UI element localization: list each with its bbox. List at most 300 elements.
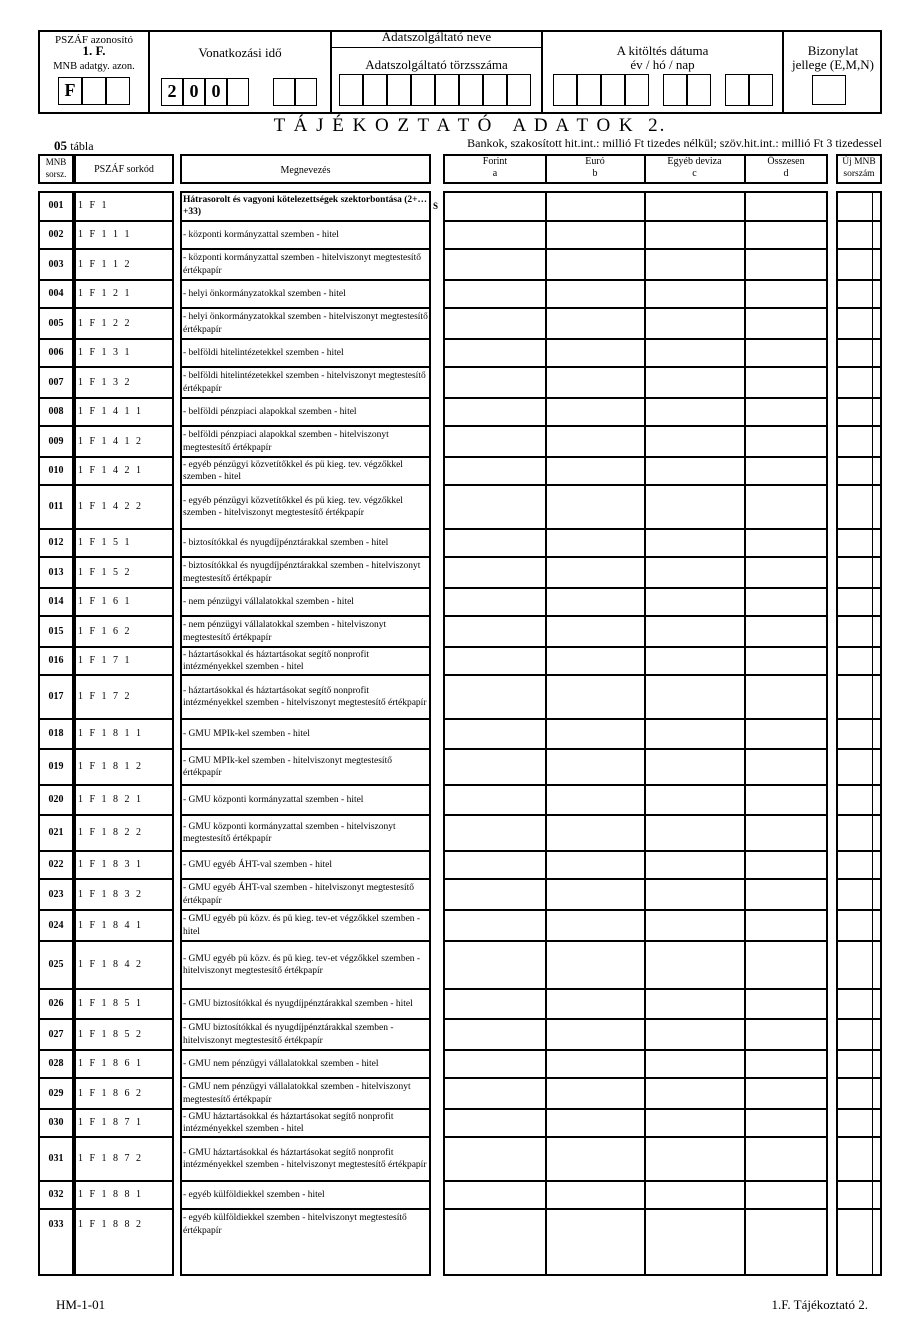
- row-other-cell[interactable]: [645, 308, 744, 338]
- row-new-cell[interactable]: [837, 588, 872, 615]
- row-forint-cell[interactable]: [445, 557, 545, 587]
- row-other-cell[interactable]: [645, 280, 744, 307]
- ref-year-digit-2[interactable]: 0: [183, 78, 205, 106]
- row-forint-cell[interactable]: [445, 529, 545, 556]
- row-total-cell[interactable]: [745, 485, 827, 528]
- row-total-cell[interactable]: [745, 1209, 827, 1239]
- provider-reg-boxes[interactable]: [339, 74, 531, 106]
- row-description: - biztosítókkal és nyugdíjpénztárakkal szemben - hitelviszonyt megtestesítő értékpapír: [183, 561, 421, 584]
- row-description: - helyi önkormányzatokkal szemben - hitel: [183, 288, 346, 299]
- mnb-code-box[interactable]: F: [58, 77, 82, 105]
- row-euro-cell[interactable]: [546, 941, 644, 988]
- row-pszaf-code: 1 F 1 8 8 1: [78, 1189, 142, 1200]
- row-mnb-number: 026: [48, 998, 64, 1009]
- row-total-cell[interactable]: [745, 675, 827, 718]
- date-month-box[interactable]: [663, 74, 687, 106]
- row-new-cell[interactable]: [837, 1019, 872, 1049]
- row-total-cell[interactable]: [745, 398, 827, 425]
- row-description: - GMU MPIk-kel szemben - hitel: [183, 728, 310, 739]
- row-other-cell[interactable]: [645, 485, 744, 528]
- row-forint-cell[interactable]: [445, 426, 545, 456]
- doc-type-sub-label: jellege (E,M,N): [792, 57, 874, 72]
- row-new-cell[interactable]: [837, 989, 872, 1018]
- row-mnb-number: 015: [48, 626, 64, 637]
- row-euro-cell[interactable]: [546, 1109, 644, 1136]
- row-total-cell[interactable]: [745, 557, 827, 587]
- row-new-cell[interactable]: [837, 910, 872, 940]
- row-total-cell[interactable]: [745, 815, 827, 850]
- row-total-cell[interactable]: [745, 616, 827, 646]
- row-forint-cell[interactable]: [445, 249, 545, 279]
- table-row: [0, 557, 920, 588]
- row-mnb-number: 017: [48, 691, 64, 702]
- row-description: - GMU háztartásokkal és háztartásokat segítő nonprofit intézményekkel szemben - hitel: [183, 1111, 394, 1134]
- col-head-other: [645, 156, 744, 180]
- row-pszaf-code: 1 F 1: [78, 200, 107, 211]
- header-divider: [782, 30, 784, 114]
- row-other-cell[interactable]: [645, 1137, 744, 1180]
- row-mnb-number: 022: [48, 859, 64, 870]
- row-pszaf-code: 1 F 1 5 1: [78, 537, 130, 548]
- row-other-cell[interactable]: [645, 749, 744, 784]
- row-forint-cell[interactable]: [445, 367, 545, 397]
- row-other-cell[interactable]: [645, 529, 744, 556]
- col-head-euro: [546, 156, 644, 180]
- row-other-cell[interactable]: [645, 426, 744, 456]
- ref-month-digit-2[interactable]: [295, 78, 317, 106]
- table-row: [0, 457, 920, 485]
- row-other-cell[interactable]: [645, 588, 744, 615]
- row-pszaf-code: 1 F 1 5 2: [78, 567, 130, 578]
- row-mnb-number: 006: [48, 347, 64, 358]
- row-forint-cell[interactable]: [445, 1019, 545, 1049]
- date-year-box[interactable]: [625, 74, 649, 106]
- row-forint-cell[interactable]: [445, 1137, 545, 1180]
- col-head-forint-letter: a: [492, 168, 498, 179]
- row-forint-cell[interactable]: [445, 749, 545, 784]
- row-forint-cell[interactable]: [445, 719, 545, 748]
- date-sub-label: év / hó / nap: [630, 57, 695, 72]
- row-euro-cell[interactable]: [546, 367, 644, 397]
- row-forint-cell[interactable]: [445, 1050, 545, 1077]
- row-forint-cell[interactable]: [445, 785, 545, 814]
- col-head-other-letter: c: [692, 168, 697, 179]
- row-euro-cell[interactable]: [546, 426, 644, 456]
- row-other-cell[interactable]: [645, 221, 744, 248]
- row-pszaf-code: 1 F 1 8 5 2: [78, 1029, 142, 1040]
- provider-reg-box[interactable]: [363, 74, 387, 106]
- date-month-box[interactable]: [687, 74, 711, 106]
- row-other-cell[interactable]: [645, 249, 744, 279]
- row-new-cell[interactable]: [837, 367, 872, 397]
- col-head-name-label: Megnevezés: [280, 165, 331, 176]
- row-euro-cell[interactable]: [546, 989, 644, 1018]
- row-forint-cell[interactable]: [445, 910, 545, 940]
- row-description: - központi kormányzattal szemben - hitel: [183, 229, 339, 240]
- row-total-cell[interactable]: [745, 339, 827, 366]
- row-other-cell[interactable]: [645, 1078, 744, 1108]
- row-mnb-number: 027: [48, 1029, 64, 1040]
- row-other-cell[interactable]: [645, 851, 744, 878]
- row-mnb-number: 007: [48, 377, 64, 388]
- s-marker: S: [433, 201, 439, 211]
- row-pszaf-code: 1 F 1 1 2: [78, 259, 130, 270]
- mnb-code-box-3[interactable]: [106, 77, 130, 105]
- row-description: - nem pénzügyi vállalatokkal szemben - hitelviszonyt megtestesítő értékpapír: [183, 620, 387, 643]
- row-pszaf-code: 1 F 1 2 1: [78, 288, 130, 299]
- row-euro-cell[interactable]: [546, 910, 644, 940]
- row-forint-cell[interactable]: [445, 457, 545, 484]
- row-mnb-number: 013: [48, 567, 64, 578]
- table-row: [0, 647, 920, 675]
- row-total-cell[interactable]: [745, 719, 827, 748]
- row-mnb-number: 023: [48, 889, 64, 900]
- date-day-box[interactable]: [725, 74, 749, 106]
- row-euro-cell[interactable]: [546, 1181, 644, 1208]
- row-forint-cell[interactable]: [445, 308, 545, 338]
- row-other-cell[interactable]: [645, 1109, 744, 1136]
- row-euro-cell[interactable]: [546, 191, 644, 220]
- row-total-cell[interactable]: [745, 879, 827, 909]
- row-pszaf-code: 1 F 1 8 4 1: [78, 920, 142, 931]
- table-row: [0, 191, 920, 221]
- table-row: [0, 249, 920, 280]
- row-new-cell[interactable]: [837, 485, 872, 528]
- col-head-total-letter: d: [783, 168, 789, 179]
- row-pszaf-code: 1 F 1 8 3 2: [78, 889, 142, 900]
- row-euro-cell[interactable]: [546, 529, 644, 556]
- table-no: 05: [54, 138, 67, 153]
- row-total-cell[interactable]: [745, 191, 827, 220]
- row-euro-cell[interactable]: [546, 616, 644, 646]
- row-mnb-number: 008: [48, 406, 64, 417]
- row-euro-cell[interactable]: [546, 1209, 644, 1239]
- provider-reg-box[interactable]: [411, 74, 435, 106]
- table-row: [0, 398, 920, 426]
- row-new-cell[interactable]: [837, 616, 872, 646]
- row-description: - GMU nem pénzügyi vállalatokkal szemben - hitelviszonyt megtestesítő értékpapír: [183, 1082, 411, 1105]
- row-new-cell[interactable]: [837, 1109, 872, 1136]
- row-pszaf-code: 1 F 1 8 1 2: [78, 761, 142, 772]
- row-euro-cell[interactable]: [546, 485, 644, 528]
- date-year-box[interactable]: [553, 74, 577, 106]
- row-new-cell[interactable]: [837, 1050, 872, 1077]
- row-new-cell[interactable]: [837, 457, 872, 484]
- row-new-cell[interactable]: [837, 426, 872, 456]
- row-other-cell[interactable]: [645, 1019, 744, 1049]
- provider-reg-box[interactable]: [435, 74, 459, 106]
- row-forint-cell[interactable]: [445, 398, 545, 425]
- row-description: - központi kormányzattal szemben - hitelviszonyt megtestesítő értékpapír: [183, 253, 421, 276]
- row-forint-cell[interactable]: [445, 989, 545, 1018]
- table-row: [0, 989, 920, 1019]
- provider-name-underline: [332, 47, 541, 48]
- page-title: T Á J É K O Z T A T Ó A D A T O K 2.: [273, 115, 667, 136]
- row-euro-cell[interactable]: [546, 280, 644, 307]
- provider-reg-box[interactable]: [387, 74, 411, 106]
- row-euro-cell[interactable]: [546, 398, 644, 425]
- row-new-cell[interactable]: [837, 1209, 872, 1239]
- row-description: - GMU biztosítókkal és nyugdíjpénztárakkal szemben - hitel: [183, 998, 413, 1009]
- row-other-cell[interactable]: [645, 647, 744, 674]
- date-year-box[interactable]: [601, 74, 625, 106]
- row-euro-cell[interactable]: [546, 815, 644, 850]
- row-pszaf-code: 1 F 1 7 2: [78, 691, 130, 702]
- ref-month-digit-1[interactable]: [273, 78, 295, 106]
- ref-year-digit-1[interactable]: 2: [161, 78, 183, 106]
- row-euro-cell[interactable]: [546, 785, 644, 814]
- row-new-cell[interactable]: [837, 749, 872, 784]
- row-euro-cell[interactable]: [546, 557, 644, 587]
- ref-year-digit-4[interactable]: [227, 78, 249, 106]
- row-pszaf-code: 1 F 1 7 1: [78, 655, 130, 666]
- row-forint-cell[interactable]: [445, 280, 545, 307]
- row-mnb-number: 025: [48, 959, 64, 970]
- date-day-box[interactable]: [749, 74, 773, 106]
- row-forint-cell[interactable]: [445, 1209, 545, 1239]
- row-pszaf-code: 1 F 1 6 1: [78, 596, 130, 607]
- row-forint-cell[interactable]: [445, 851, 545, 878]
- table-row: [0, 221, 920, 249]
- row-euro-cell[interactable]: [546, 1137, 644, 1180]
- row-pszaf-code: 1 F 1 1 1: [78, 229, 130, 240]
- table-row: [0, 749, 920, 785]
- row-forint-cell[interactable]: [445, 221, 545, 248]
- row-other-cell[interactable]: [645, 989, 744, 1018]
- header-divider: [541, 30, 543, 114]
- row-euro-cell[interactable]: [546, 1078, 644, 1108]
- col-head-other-label: Egyéb deviza: [667, 156, 722, 167]
- row-euro-cell[interactable]: [546, 719, 644, 748]
- row-total-cell[interactable]: [745, 941, 827, 988]
- provider-reg-box[interactable]: [507, 74, 531, 106]
- row-description: - GMU központi kormányzattal szemben - hitelviszonyt megtestesítő értékpapír: [183, 821, 396, 844]
- provider-reg-box[interactable]: [459, 74, 483, 106]
- table-row: [0, 1137, 920, 1181]
- row-mnb-number: 020: [48, 794, 64, 805]
- row-total-cell[interactable]: [745, 221, 827, 248]
- row-other-cell[interactable]: [645, 339, 744, 366]
- row-forint-cell[interactable]: [445, 1109, 545, 1136]
- row-forint-cell[interactable]: [445, 647, 545, 674]
- row-mnb-number: 002: [48, 229, 64, 240]
- row-forint-cell[interactable]: [445, 815, 545, 850]
- row-mnb-number: 010: [48, 465, 64, 476]
- row-new-cell[interactable]: [837, 879, 872, 909]
- row-other-cell[interactable]: [645, 675, 744, 718]
- row-euro-cell[interactable]: [546, 588, 644, 615]
- row-other-cell[interactable]: [645, 367, 744, 397]
- row-total-cell[interactable]: [745, 1078, 827, 1108]
- row-total-cell[interactable]: [745, 749, 827, 784]
- table-row: [0, 426, 920, 457]
- row-description: - egyéb pénzügyi közvetítőkkel és pü kieg. tev. végzőkkel szemben - hitelviszonyt megtestesítő értékpapír: [183, 495, 403, 518]
- date-boxes[interactable]: [553, 74, 775, 106]
- date-label: A kitöltés dátuma: [616, 43, 709, 58]
- row-new-cell[interactable]: [837, 249, 872, 279]
- row-other-cell[interactable]: [645, 1209, 744, 1239]
- row-total-cell[interactable]: [745, 910, 827, 940]
- row-description: - belföldi pénzpiaci alapokkal szemben - hitel: [183, 406, 357, 417]
- row-total-cell[interactable]: [745, 647, 827, 674]
- mnb-code-box-2[interactable]: [82, 77, 106, 105]
- row-new-cell[interactable]: [837, 851, 872, 878]
- row-total-cell[interactable]: [745, 367, 827, 397]
- row-euro-cell[interactable]: [546, 308, 644, 338]
- row-forint-cell[interactable]: [445, 339, 545, 366]
- row-euro-cell[interactable]: [546, 249, 644, 279]
- row-other-cell[interactable]: [645, 719, 744, 748]
- table-row: [0, 1209, 920, 1240]
- row-forint-cell[interactable]: [445, 485, 545, 528]
- row-description: - GMU nem pénzügyi vállalatokkal szemben - hitel: [183, 1058, 379, 1069]
- row-mnb-number: 029: [48, 1088, 64, 1099]
- row-forint-cell[interactable]: [445, 191, 545, 220]
- row-forint-cell[interactable]: [445, 616, 545, 646]
- row-other-cell[interactable]: [645, 815, 744, 850]
- doc-type-box[interactable]: [812, 75, 846, 105]
- row-description: - GMU egyéb pü közv. és pü kieg. tev-et végzőkkel szemben - hitelviszonyt megtestesítő értékpapír: [183, 953, 421, 976]
- table-row: [0, 675, 920, 719]
- col-head-forint-label: Forint: [482, 156, 508, 167]
- table-word: tábla: [70, 139, 94, 153]
- row-euro-cell[interactable]: [546, 749, 644, 784]
- row-mnb-number: 032: [48, 1189, 64, 1200]
- row-new-cell[interactable]: [837, 675, 872, 718]
- row-new-cell[interactable]: [837, 339, 872, 366]
- row-new-cell[interactable]: [837, 529, 872, 556]
- date-year-box[interactable]: [577, 74, 601, 106]
- row-euro-cell[interactable]: [546, 1019, 644, 1049]
- row-mnb-number: 014: [48, 596, 64, 607]
- row-other-cell[interactable]: [645, 910, 744, 940]
- row-description: - belföldi hitelintézetekkel szemben - hitel: [183, 347, 344, 358]
- row-euro-cell[interactable]: [546, 1050, 644, 1077]
- row-new-cell[interactable]: [837, 398, 872, 425]
- row-new-cell[interactable]: [837, 647, 872, 674]
- row-mnb-number: 030: [48, 1117, 64, 1128]
- table-row: [0, 1019, 920, 1050]
- row-new-cell[interactable]: [837, 941, 872, 988]
- row-euro-cell[interactable]: [546, 879, 644, 909]
- row-new-cell[interactable]: [837, 815, 872, 850]
- row-other-cell[interactable]: [645, 1181, 744, 1208]
- row-description: - egyéb külföldiekkel szemben - hitelviszonyt megtestesítő értékpapír: [183, 1213, 407, 1236]
- row-pszaf-code: 1 F 1 8 5 1: [78, 998, 142, 1009]
- row-other-cell[interactable]: [645, 457, 744, 484]
- row-new-cell[interactable]: [837, 308, 872, 338]
- row-new-cell[interactable]: [837, 191, 872, 220]
- row-pszaf-code: 1 F 1 4 2 1: [78, 465, 142, 476]
- row-other-cell[interactable]: [645, 398, 744, 425]
- provider-reg-box[interactable]: [339, 74, 363, 106]
- row-description: - nem pénzügyi vállalatokkal szemben - hitel: [183, 596, 354, 607]
- doc-type-label: Bizonylat: [807, 43, 859, 58]
- row-total-cell[interactable]: [745, 1137, 827, 1180]
- row-total-cell[interactable]: [745, 785, 827, 814]
- table-row: [0, 280, 920, 308]
- col-head-new-label: Új MNB sorszám: [842, 157, 876, 179]
- row-forint-cell[interactable]: [445, 1078, 545, 1108]
- row-total-cell[interactable]: [745, 308, 827, 338]
- row-forint-cell[interactable]: [445, 675, 545, 718]
- row-new-cell[interactable]: [837, 1137, 872, 1180]
- table-number: [54, 138, 94, 154]
- row-total-cell[interactable]: [745, 426, 827, 456]
- row-new-cell[interactable]: [837, 719, 872, 748]
- row-new-cell[interactable]: [837, 785, 872, 814]
- row-forint-cell[interactable]: [445, 879, 545, 909]
- row-new-cell[interactable]: [837, 221, 872, 248]
- row-total-cell[interactable]: [745, 529, 827, 556]
- row-description: - egyéb külföldiekkel szemben - hitel: [183, 1189, 325, 1200]
- provider-reg-box[interactable]: [483, 74, 507, 106]
- row-mnb-number: 012: [48, 537, 64, 548]
- row-other-cell[interactable]: [645, 941, 744, 988]
- row-pszaf-code: 1 F 1 3 2: [78, 377, 130, 388]
- col-head-total: [745, 156, 827, 180]
- row-other-cell[interactable]: [645, 557, 744, 587]
- row-euro-cell[interactable]: [546, 221, 644, 248]
- row-new-cell[interactable]: [837, 1181, 872, 1208]
- row-other-cell[interactable]: [645, 879, 744, 909]
- row-total-cell[interactable]: [745, 280, 827, 307]
- row-mnb-number: 018: [48, 728, 64, 739]
- row-total-cell[interactable]: [745, 851, 827, 878]
- row-mnb-number: 024: [48, 920, 64, 931]
- row-new-cell[interactable]: [837, 280, 872, 307]
- row-mnb-number: 005: [48, 318, 64, 329]
- col-head-forint: [445, 156, 545, 180]
- row-forint-cell[interactable]: [445, 1181, 545, 1208]
- col-head-euro-label: Euró: [585, 156, 605, 167]
- row-forint-cell[interactable]: [445, 941, 545, 988]
- row-total-cell[interactable]: [745, 1109, 827, 1136]
- table-row: [0, 616, 920, 647]
- row-new-cell[interactable]: [837, 1078, 872, 1108]
- row-new-cell[interactable]: [837, 557, 872, 587]
- ref-year-digit-3[interactable]: 0: [205, 78, 227, 106]
- row-euro-cell[interactable]: [546, 339, 644, 366]
- row-other-cell[interactable]: [645, 191, 744, 220]
- row-mnb-number: 001: [48, 200, 64, 211]
- row-pszaf-code: 1 F 1 4 1 2: [78, 436, 142, 447]
- row-total-cell[interactable]: [745, 588, 827, 615]
- row-total-cell[interactable]: [745, 1181, 827, 1208]
- row-euro-cell[interactable]: [546, 647, 644, 674]
- unit-note: Bankok, szakosított hit.int.: millió Ft tizedes nélkül; szöv.hit.int.: millió Ft 3 tizedessel: [467, 136, 882, 150]
- row-description: - GMU központi kormányzattal szemben - hitel: [183, 794, 364, 805]
- row-total-cell[interactable]: [745, 1019, 827, 1049]
- row-description: - háztartásokkal és háztartásokat segítő nonprofit intézményekkel szemben - hitelviszonyt megtestesítő értékpapír: [183, 685, 427, 708]
- row-other-cell[interactable]: [645, 1050, 744, 1077]
- row-total-cell[interactable]: [745, 457, 827, 484]
- row-pszaf-code: 1 F 1 4 1 1: [78, 406, 142, 417]
- row-euro-cell[interactable]: [546, 675, 644, 718]
- row-total-cell[interactable]: [745, 1050, 827, 1077]
- table-row: [0, 941, 920, 989]
- row-forint-cell[interactable]: [445, 588, 545, 615]
- row-other-cell[interactable]: [645, 785, 744, 814]
- row-description: - GMU biztosítókkal és nyugdíjpénztárakkal szemben - hitelviszonyt megtestesítő értékpapír: [183, 1023, 394, 1046]
- row-other-cell[interactable]: [645, 616, 744, 646]
- row-total-cell[interactable]: [745, 249, 827, 279]
- table-row: [0, 910, 920, 941]
- row-total-cell[interactable]: [745, 989, 827, 1018]
- row-euro-cell[interactable]: [546, 457, 644, 484]
- row-euro-cell[interactable]: [546, 851, 644, 878]
- row-mnb-number: 004: [48, 288, 64, 299]
